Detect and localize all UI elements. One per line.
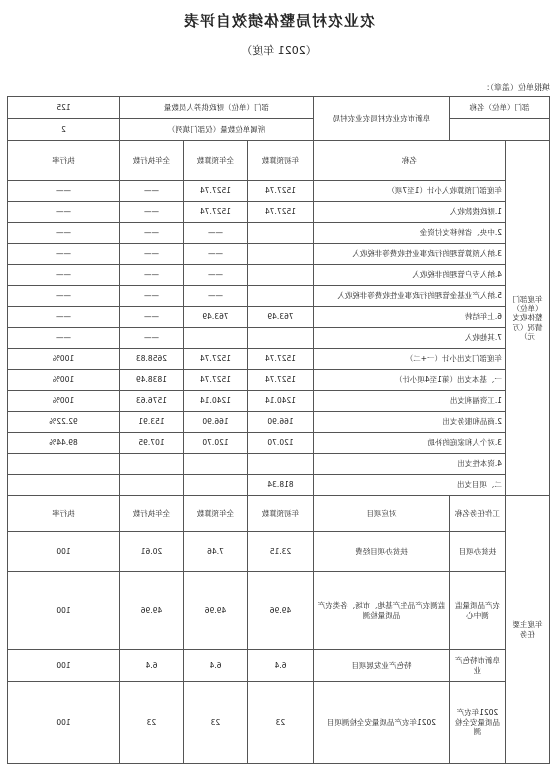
- funds-row-budget: 1527.74: [248, 349, 314, 370]
- funds-row-full-exec: ——: [119, 202, 183, 223]
- funds-row-name: 2.商品和服务支出: [314, 412, 506, 433]
- staff-value: 125: [7, 97, 119, 119]
- funds-row-full-budget: 1527.74: [184, 181, 248, 202]
- funds-row-budget: 1240.14: [248, 391, 314, 412]
- funds-row: [7, 265, 549, 286]
- funds-row-budget: [248, 328, 314, 349]
- funds-row: [7, 244, 549, 265]
- funds-row-full-budget: 1240.14: [184, 391, 248, 412]
- funds-row: [7, 223, 549, 244]
- funds-row: [7, 370, 549, 391]
- funds-row-full-exec: ——: [119, 265, 183, 286]
- task-full-budget: 23: [184, 682, 248, 764]
- funds-row-name: 3.对个人和家庭的补助: [314, 433, 506, 454]
- funds-row-full-exec: 107.95: [119, 433, 183, 454]
- funds-row-name: 7.其他收入: [314, 328, 506, 349]
- funds-row-rate: ——: [7, 328, 119, 349]
- funds-row: [7, 391, 549, 412]
- funds-row-full-budget: 166.90: [184, 412, 248, 433]
- funds-row-full-budget: ——: [184, 223, 248, 244]
- funds-row-budget: 818.34: [248, 475, 314, 496]
- task-full-exec: 49.96: [119, 572, 183, 650]
- funds-row-rate: ——: [7, 307, 119, 328]
- funds-row-full-exec: ——: [119, 223, 183, 244]
- task-name: 扶贫办项目: [450, 532, 506, 572]
- task-full-exec: 20.61: [119, 532, 183, 572]
- funds-row-rate: ——: [7, 286, 119, 307]
- funds-row-name: 年度部门支出小计（一+二）: [314, 349, 506, 370]
- funds-row-rate: [7, 454, 119, 475]
- tasks-col-budget: 年初预算数: [248, 496, 314, 532]
- task-name: 2021年农产品质量安全检测: [450, 682, 506, 764]
- staff-label: 部门（单位）财政供养人员数量: [119, 97, 313, 119]
- document-subtitle: （2021 年度）: [241, 44, 317, 57]
- funds-row-rate: 92.22%: [7, 412, 119, 433]
- task-project: 监测农产品生产基地、市场、各类农产品质量检测: [314, 572, 450, 650]
- funds-row-name: 年度部门预算收入小计（1至7项）: [314, 181, 506, 202]
- task-rate: 100: [7, 682, 119, 764]
- funds-row-budget: [248, 244, 314, 265]
- task-full-exec: 23: [119, 682, 183, 764]
- col-full-budget: 全年预算数: [184, 141, 248, 181]
- funds-row-name: 5.纳入产业基金管理的行政事业性收费等非税收入: [314, 286, 506, 307]
- task-budget: 23.15: [248, 532, 314, 572]
- funds-row-budget: [248, 454, 314, 475]
- task-full-budget: 49.96: [184, 572, 248, 650]
- funds-row-full-budget: [184, 454, 248, 475]
- units-value: 2: [7, 119, 119, 141]
- funds-row: [7, 349, 549, 370]
- funds-row-full-exec: [119, 454, 183, 475]
- task-full-budget: 6.4: [184, 650, 248, 682]
- col-name: 名称: [314, 141, 506, 181]
- funds-row-budget: 120.70: [248, 433, 314, 454]
- task-row: [7, 650, 549, 682]
- funds-row-full-budget: 1527.74: [184, 202, 248, 223]
- funds-row-full-exec: [119, 475, 183, 496]
- funds-row: [7, 181, 549, 202]
- funds-row: [7, 454, 549, 475]
- funds-row-full-budget: [184, 328, 248, 349]
- funds-row-name: 1.财政拨款收入: [314, 202, 506, 223]
- tasks-col-project: 对应项目: [314, 496, 450, 532]
- funds-row-name: 二、项目支出: [314, 475, 506, 496]
- funds-row-budget: [248, 223, 314, 244]
- task-budget: 6.4: [248, 650, 314, 682]
- task-budget: 49.96: [248, 572, 314, 650]
- performance-table: [7, 96, 550, 764]
- unit-label: 填报单位（盖章）：: [482, 83, 550, 92]
- task-row: [7, 532, 549, 572]
- funds-row-name: 4.资本性支出: [314, 454, 506, 475]
- task-full-exec: 6.4: [119, 650, 183, 682]
- funds-row: [7, 433, 549, 454]
- dept-label: 部门（单位）名称: [450, 97, 550, 119]
- funds-row-full-exec: 153.91: [119, 412, 183, 433]
- task-rate: 100: [7, 572, 119, 650]
- funds-row: [7, 286, 549, 307]
- funds-row-name: 1.工资福利支出: [314, 391, 506, 412]
- funds-row-rate: ——: [7, 181, 119, 202]
- funds-row-rate: 100%: [7, 349, 119, 370]
- funds-row-rate: 100%: [7, 391, 119, 412]
- task-name: 阜新市特色产业: [450, 650, 506, 682]
- dept-value: 阜新市农业农村局农业农村局: [314, 97, 450, 141]
- funds-row-budget: 1527.74: [248, 202, 314, 223]
- funds-row-budget: 763.49: [248, 307, 314, 328]
- funds-row-budget: 1527.74: [248, 370, 314, 391]
- funds-row-full-exec: ——: [119, 244, 183, 265]
- funds-row-name: 6.上年结转: [314, 307, 506, 328]
- funds-row-full-exec: ——: [119, 181, 183, 202]
- document-title: 农业农村局整体绩效自评表: [183, 12, 376, 30]
- funds-row-full-budget: 763.49: [184, 307, 248, 328]
- funds-row-name: 3.纳入预算管理的行政事业性收费等非税收入: [314, 244, 506, 265]
- task-row: [7, 682, 549, 764]
- funds-row-full-exec: ——: [119, 286, 183, 307]
- funds-row-full-exec: 2658.83: [119, 349, 183, 370]
- funds-row: [7, 202, 549, 223]
- funds-row-name: 4.纳入专户管理的非税收入: [314, 265, 506, 286]
- tasks-section-label: 年度主要任务: [506, 496, 550, 764]
- funds-row-full-exec: 1576.63: [119, 391, 183, 412]
- col-full-exec: 全年执行数: [119, 141, 183, 181]
- funds-row-full-budget: ——: [184, 286, 248, 307]
- funds-row-full-exec: ——: [119, 307, 183, 328]
- tasks-col-full-exec: 全年执行数: [119, 496, 183, 532]
- tasks-col-rate: 执行率: [7, 496, 119, 532]
- task-project: 2021年农产品质量安全检测项目: [314, 682, 450, 764]
- task-full-budget: 7.46: [184, 532, 248, 572]
- funds-row-rate: ——: [7, 202, 119, 223]
- units-label: 所属单位数量（仅部门填列）: [119, 119, 313, 141]
- task-project: 扶贫办项目经费: [314, 532, 450, 572]
- funds-row: [7, 307, 549, 328]
- funds-row: [7, 475, 549, 496]
- funds-row: [7, 412, 549, 433]
- funds-row-full-budget: ——: [184, 265, 248, 286]
- funds-row-rate: ——: [7, 244, 119, 265]
- funds-row-name: 2.中央、省转移支付资金: [314, 223, 506, 244]
- col-budget: 年初预算数: [248, 141, 314, 181]
- funds-row-budget: 166.90: [248, 412, 314, 433]
- tasks-col-full-budget: 全年预算数: [184, 496, 248, 532]
- funds-row-full-exec: ——: [119, 328, 183, 349]
- funds-row-rate: [7, 475, 119, 496]
- funds-row-full-exec: 1838.49: [119, 370, 183, 391]
- funds-row-full-budget: [184, 475, 248, 496]
- tasks-header-row: [7, 496, 549, 532]
- funds-row-rate: ——: [7, 265, 119, 286]
- task-name: 农产品质量监测中心: [450, 572, 506, 650]
- funds-row-budget: [248, 286, 314, 307]
- task-row: [7, 572, 549, 650]
- funds-row-name: 一、基本支出（第1至4项小计）: [314, 370, 506, 391]
- task-rate: 100: [7, 650, 119, 682]
- funds-row-full-budget: 1527.74: [184, 370, 248, 391]
- task-rate: 100: [7, 532, 119, 572]
- col-rate: 执行率: [7, 141, 119, 181]
- tasks-col-name: 工作任务名称: [450, 496, 506, 532]
- funds-row: [7, 328, 549, 349]
- funds-section-label: 年度部门（单位）整体收支情况（万元）: [506, 141, 550, 496]
- funds-row-rate: ——: [7, 223, 119, 244]
- task-budget: 23: [248, 682, 314, 764]
- funds-row-full-budget: ——: [184, 244, 248, 265]
- task-project: 特色产业发展项目: [314, 650, 450, 682]
- funds-row-budget: 1527.74: [248, 181, 314, 202]
- funds-row-full-budget: 120.70: [184, 433, 248, 454]
- funds-row-rate: 100%: [7, 370, 119, 391]
- funds-row-full-budget: 1527.74: [184, 349, 248, 370]
- funds-row-budget: [248, 265, 314, 286]
- funds-row-rate: 89.44%: [7, 433, 119, 454]
